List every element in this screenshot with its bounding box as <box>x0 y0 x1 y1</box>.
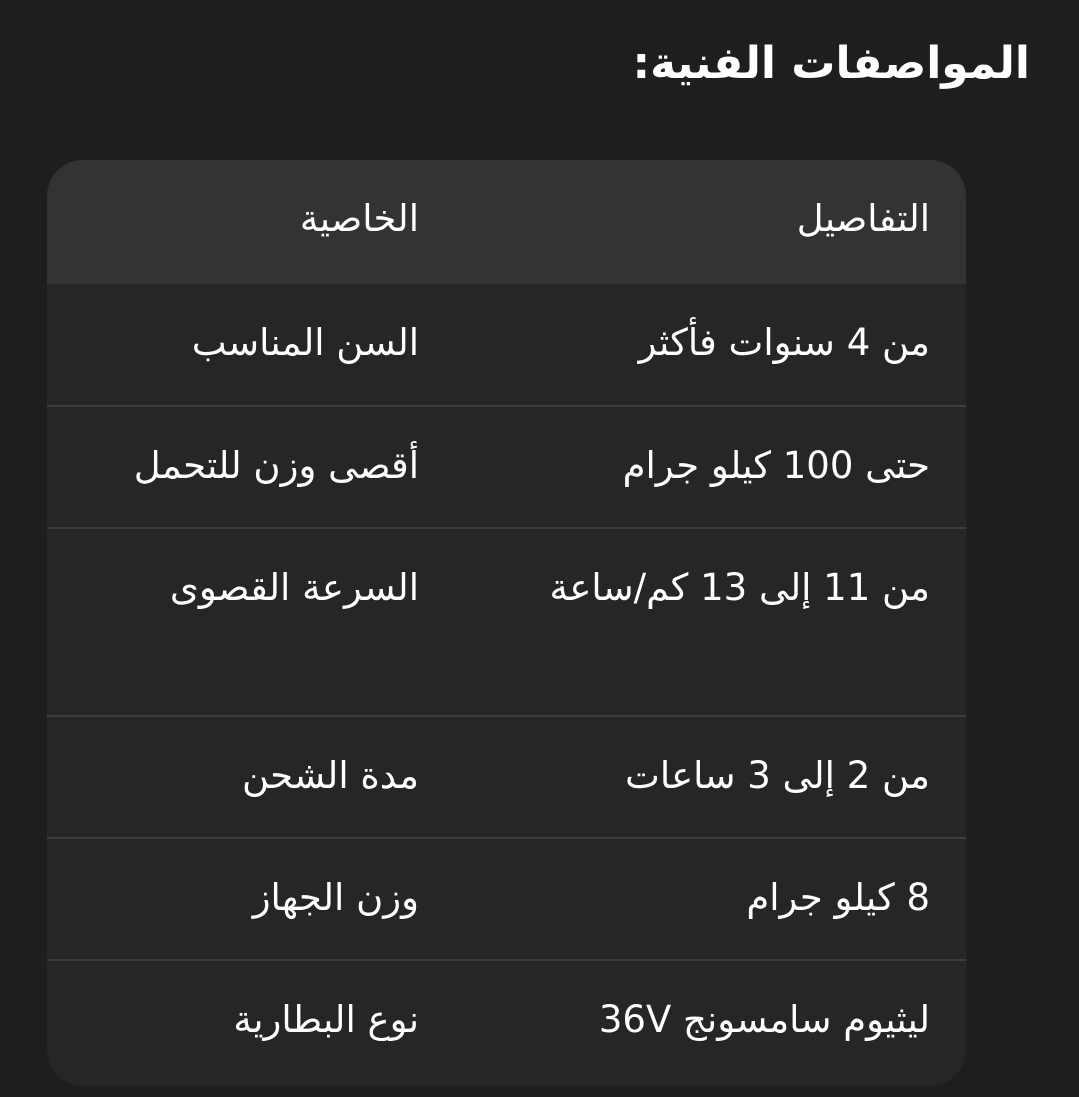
table-row-max-speed <box>47 528 966 716</box>
cell-property: وزن الجهاز <box>252 876 419 919</box>
cell-details: 8 كيلو جرام <box>746 876 930 919</box>
header-details: التفاصيل <box>796 197 930 240</box>
cell-details: حتى 100 كيلو جرام <box>622 444 930 487</box>
table-row-battery-type <box>47 960 966 1082</box>
cell-details: من 11 إلى 13 كم/ساعة <box>549 566 930 609</box>
table-row-max-load <box>47 406 966 528</box>
cell-property: مدة الشحن <box>242 754 419 797</box>
cell-property: أقصى وزن للتحمل <box>133 444 419 487</box>
cell-details: من 4 سنوات فأكثر <box>638 321 930 364</box>
table-header-row <box>47 160 966 284</box>
table-row-age <box>47 284 966 406</box>
cell-property: السرعة القصوى <box>169 566 419 609</box>
cell-property: السن المناسب <box>191 321 419 364</box>
table-row-device-weight <box>47 838 966 960</box>
section-heading: المواصفات الفنية: <box>632 38 1030 89</box>
header-property: الخاصية <box>299 197 419 240</box>
cell-property: نوع البطارية <box>233 998 419 1041</box>
cell-details: ليثيوم سامسونج 36V <box>598 998 930 1041</box>
table-row-charge-time <box>47 716 966 838</box>
specs-table <box>47 160 966 1082</box>
specs-table-card <box>47 160 966 1086</box>
cell-details: من 2 إلى 3 ساعات <box>625 754 930 797</box>
